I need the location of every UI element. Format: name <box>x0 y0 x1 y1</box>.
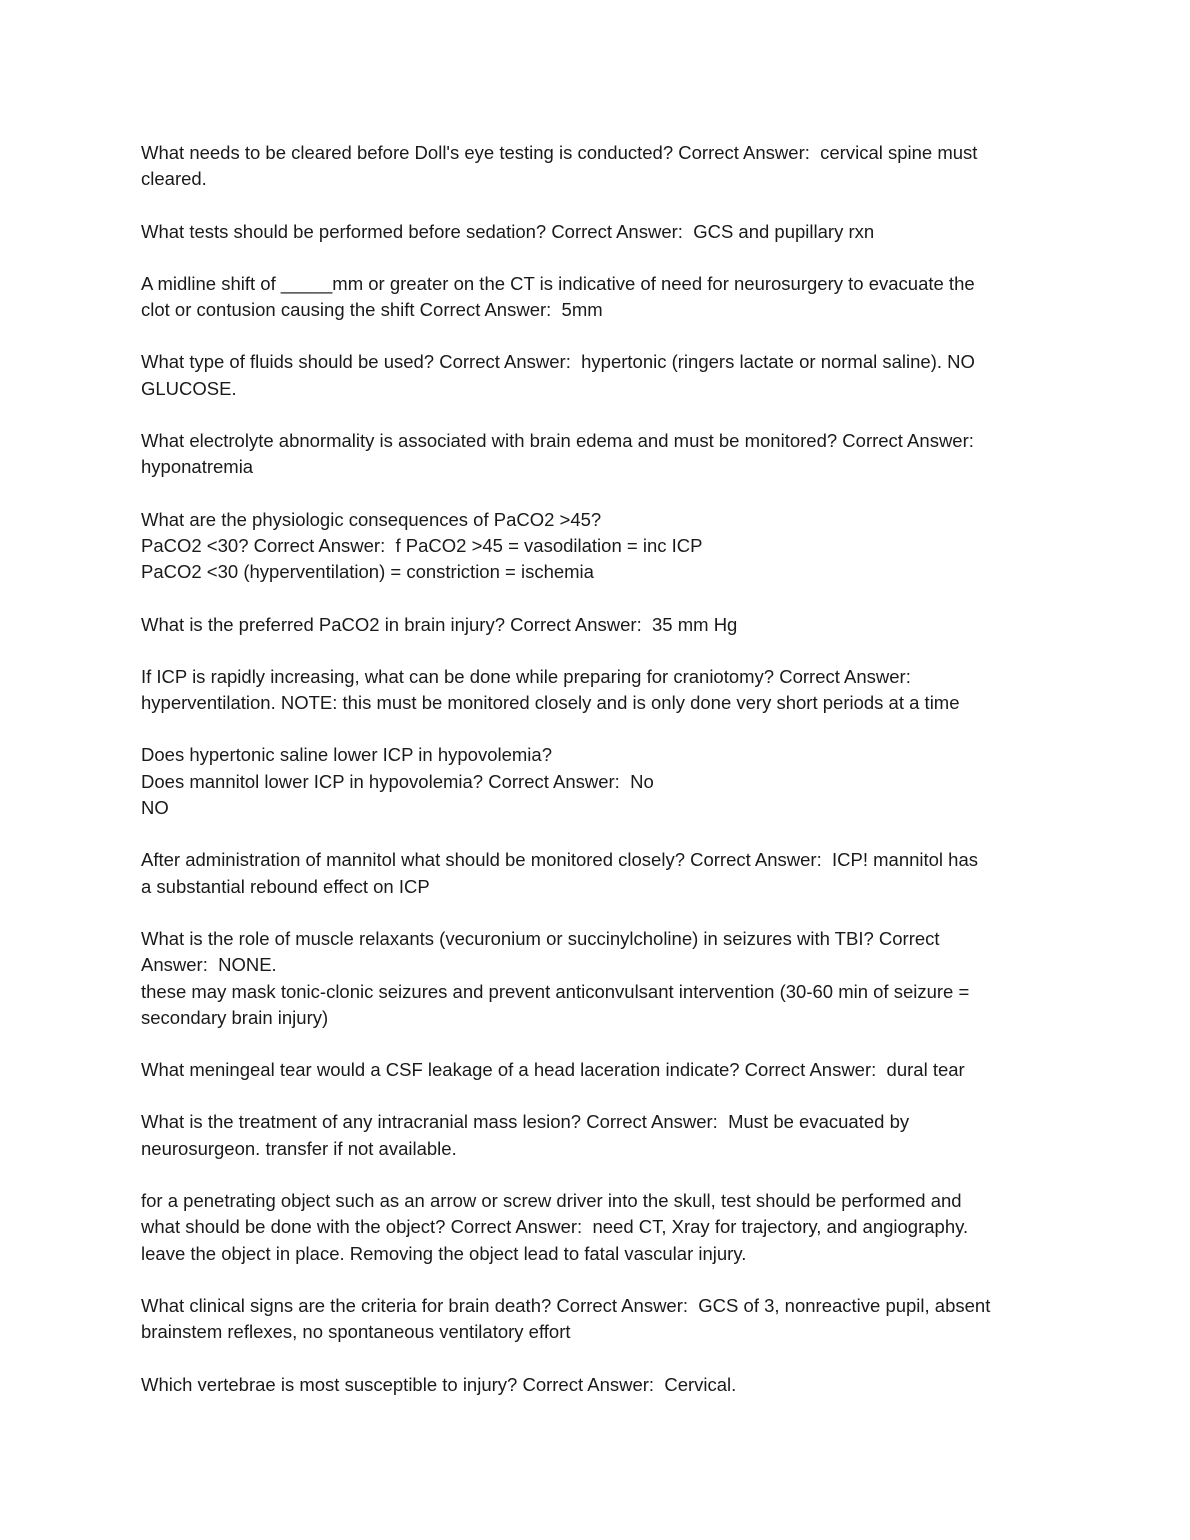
qa-item <box>141 1293 1046 1346</box>
qa-item <box>141 1188 1046 1267</box>
qa-line: What type of fluids should be used? Correct Answer: hypertonic (ringers lactate or normal saline). NO <box>141 351 975 373</box>
qa-line: what should be done with the object? Correct Answer: need CT, Xray for trajectory, and angiography. <box>141 1216 969 1238</box>
qa-line: What are the physiologic consequences of PaCO2 >45? <box>141 508 602 530</box>
qa-item <box>141 742 1046 821</box>
qa-line: PaCO2 <30 (hyperventilation) = constriction = ischemia <box>141 561 594 583</box>
qa-line: clot or contusion causing the shift Correct Answer: 5mm <box>141 299 603 321</box>
qa-line: What needs to be cleared before Doll's eye testing is conducted? Correct Answer: cervical spine must <box>141 142 978 163</box>
qa-line: GLUCOSE. <box>141 377 237 399</box>
qa-item <box>141 847 1046 900</box>
qa-line: What tests should be performed before sedation? Correct Answer: GCS and pupillary rxn <box>141 220 875 242</box>
qa-item <box>141 428 1046 481</box>
qa-line: What clinical signs are the criteria for brain death? Correct Answer: GCS of 3, nonreactive pupil, absent <box>141 1294 991 1316</box>
qa-line: for a penetrating object such as an arrow or screw driver into the skull, test should be performed and <box>141 1190 962 1212</box>
qa-item <box>141 664 1046 717</box>
qa-line: What is the treatment of any intracranial mass lesion? Correct Answer: Must be evacuated by <box>141 1111 910 1133</box>
qa-line: A midline shift of _____mm or greater on the CT is indicative of need for neurosurgery to evacuate the <box>141 272 975 294</box>
qa-line: Does mannitol lower ICP in hypovolemia? Correct Answer: No <box>141 770 654 792</box>
qa-line: If ICP is rapidly increasing, what can be done while preparing for craniotomy? Correct Answer: <box>141 665 911 687</box>
document-page <box>141 140 1046 1424</box>
qa-item <box>141 1372 1046 1398</box>
qa-line: After administration of mannitol what should be monitored closely? Correct Answer: ICP! mannitol has <box>141 849 979 871</box>
qa-line: leave the object in place. Removing the object lead to fatal vascular injury. <box>141 1242 747 1264</box>
qa-line: What meningeal tear would a CSF leakage of a head laceration indicate? Correct Answer: dural tear <box>141 1059 965 1081</box>
qa-line: Answer: NONE. <box>141 954 277 976</box>
qa-line: hyponatremia <box>141 456 254 478</box>
qa-item <box>141 1057 1046 1083</box>
qa-item <box>141 926 1046 1031</box>
qa-line: these may mask tonic-clonic seizures and prevent anticonvulsant intervention (30-60 min of seizure = <box>141 980 970 1002</box>
qa-line: hyperventilation. NOTE: this must be monitored closely and is only done very short periods at a time <box>141 692 960 714</box>
qa-item <box>141 219 1046 245</box>
qa-item <box>141 349 1046 402</box>
qa-item <box>141 612 1046 638</box>
qa-item <box>141 140 1046 193</box>
qa-line: PaCO2 <30? Correct Answer: f PaCO2 >45 = vasodilation = inc ICP <box>141 534 703 556</box>
qa-line: Which vertebrae is most susceptible to injury? Correct Answer: Cervical. <box>141 1373 737 1395</box>
qa-line: Does hypertonic saline lower ICP in hypovolemia? <box>141 744 552 766</box>
qa-line: What is the role of muscle relaxants (vecuronium or succinylcholine) in seizures with TBI? Correct <box>141 927 940 949</box>
qa-line: secondary brain injury) <box>141 1006 329 1028</box>
qa-line: neurosurgeon. transfer if not available. <box>141 1137 457 1159</box>
qa-line: a substantial rebound effect on ICP <box>141 875 430 897</box>
qa-line: What electrolyte abnormality is associated with brain edema and must be monitored? Correct Answer: <box>141 430 974 452</box>
qa-line: NO <box>141 797 169 819</box>
qa-line: cleared. <box>141 168 207 190</box>
qa-line: What is the preferred PaCO2 in brain injury? Correct Answer: 35 mm Hg <box>141 613 738 635</box>
qa-item <box>141 507 1046 586</box>
qa-line: brainstem reflexes, no spontaneous ventilatory effort <box>141 1321 571 1343</box>
qa-item <box>141 271 1046 324</box>
qa-item <box>141 1109 1046 1162</box>
